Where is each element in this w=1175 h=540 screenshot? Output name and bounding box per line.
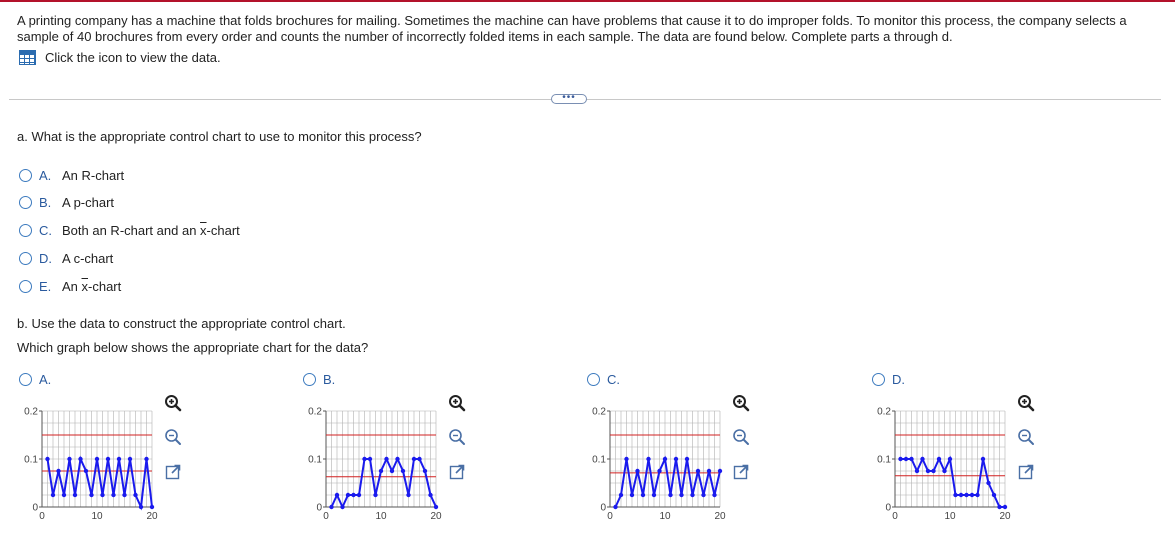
graph-option-a[interactable] [19,372,62,387]
option-text: A c-chart [62,251,114,266]
x-tick-label: 20 [999,511,1011,522]
option-letter: E. [39,279,52,294]
option-letter: A. [39,168,52,183]
data-point [84,469,88,473]
part-a-option-c[interactable] [19,223,240,238]
data-point [652,493,656,497]
x-tick-label: 20 [714,511,726,522]
data-point [100,493,104,497]
data-point [89,493,93,497]
problem-intro: A printing company has a machine that folds brochures for mailing. Sometimes the machine can have problems that cause it to do improper folds. To monitor this process, the company selects a sample of 40 brochures from every order and counts the number of incorrectly folded items in each sample. The data are found below. Complete parts a through d. [17,13,1127,44]
data-point [613,505,617,509]
zoom-out-icon[interactable] [163,427,183,447]
zoom-in-icon[interactable] [1016,393,1036,413]
radio-button[interactable] [19,280,32,293]
data-point [931,469,935,473]
data-point [953,493,957,497]
x-tick-label: 20 [430,511,442,522]
data-point [95,457,99,461]
radio-button[interactable] [19,196,32,209]
option-letter: C. [39,223,52,238]
option-letter: C. [607,372,620,387]
data-point [964,493,968,497]
data-point [904,457,908,461]
data-point [340,505,344,509]
data-point [428,493,432,497]
radio-button[interactable] [19,373,32,386]
popout-icon[interactable] [731,462,751,482]
data-point [696,469,700,473]
x-tick-label: 10 [91,511,103,522]
data-point [992,493,996,497]
option-text: An $\overline{x}$-chart [62,279,122,294]
y-tick-label: 0.2 [592,406,606,418]
data-point [412,457,416,461]
data-point [45,457,49,461]
data-point [357,493,361,497]
data-point [150,505,154,509]
option-text: Both an R-chart and an $\overline{x}$-chart [62,223,240,238]
y-tick-label: 0 [885,502,891,514]
data-point [942,469,946,473]
x-tick-label: 0 [607,511,613,522]
data-point [970,493,974,497]
y-tick-label: 0.1 [592,454,606,466]
data-point [926,469,930,473]
data-point [67,457,71,461]
y-tick-label: 0 [32,502,38,514]
data-point [434,505,438,509]
data-point [997,505,1001,509]
control-chart-a [20,403,180,523]
data-point [117,457,121,461]
part-b-subquestion: Which graph below shows the appropriate chart for the data? [17,340,369,355]
radio-button[interactable] [303,373,316,386]
data-point [915,469,919,473]
data-point [641,493,645,497]
x-tick-label: 0 [39,511,45,522]
x-tick-label: 20 [146,511,158,522]
x-tick-label: 10 [944,511,956,522]
option-letter: D. [39,251,52,266]
x-tick-label: 10 [375,511,387,522]
data-point [122,493,126,497]
data-point [920,457,924,461]
graph-option-c[interactable] [587,372,630,387]
view-data-label[interactable]: Click the icon to view the data. [45,50,221,65]
y-tick-label: 0.1 [308,454,322,466]
y-tick-label: 0.1 [877,454,891,466]
control-chart-c [588,403,748,523]
data-point [975,493,979,497]
data-point [679,493,683,497]
zoom-out-icon[interactable] [1016,427,1036,447]
zoom-in-icon[interactable] [731,393,751,413]
radio-button[interactable] [19,169,32,182]
data-point [635,469,639,473]
control-chart-d [873,403,1033,523]
data-point [986,481,990,485]
data-point [373,493,377,497]
data-point [423,469,427,473]
x-tick-label: 0 [323,511,329,522]
data-point [619,493,623,497]
data-point [351,493,355,497]
option-letter: B. [323,372,336,387]
data-point [128,457,132,461]
data-point [111,493,115,497]
data-point [937,457,941,461]
graph-option-d[interactable] [872,372,915,387]
data-point [73,493,77,497]
data-point [368,457,372,461]
part-b-question: b. Use the data to construct the appropriate control chart. [17,316,346,331]
radio-button[interactable] [19,252,32,265]
y-tick-label: 0.2 [308,406,322,418]
data-point [898,457,902,461]
option-letter: D. [892,372,905,387]
data-point [707,469,711,473]
data-point [417,457,421,461]
data-point [668,493,672,497]
zoom-out-icon[interactable] [731,427,751,447]
data-point [379,469,383,473]
data-point [106,457,110,461]
data-point [630,493,634,497]
data-point [62,493,66,497]
data-point [384,457,388,461]
data-point [718,469,722,473]
data-point [674,457,678,461]
part-a-option-b[interactable] [19,195,114,210]
data-point [1003,505,1007,509]
data-point [144,457,148,461]
y-tick-label: 0.1 [24,454,38,466]
part-a-option-a[interactable] [19,168,124,183]
data-point [51,493,55,497]
control-chart-b [304,403,464,523]
data-point [690,493,694,497]
more-button[interactable]: ••• [551,94,587,104]
part-a-option-e[interactable] [19,279,121,294]
radio-button[interactable] [872,373,885,386]
data-point [78,457,82,461]
x-tick-label: 0 [892,511,898,522]
zoom-in-icon[interactable] [163,393,183,413]
option-letter: B. [39,195,52,210]
x-tick-label: 10 [659,511,671,522]
option-letter: A. [39,372,52,387]
view-data-link[interactable] [19,50,221,65]
data-point [646,457,650,461]
data-point [959,493,963,497]
data-point [948,457,952,461]
y-tick-label: 0 [316,502,322,514]
part-a-option-d[interactable] [19,251,113,266]
radio-button[interactable] [19,224,32,237]
data-point [624,457,628,461]
data-point [133,493,137,497]
option-text: An R-chart [62,168,125,183]
data-point [909,457,913,461]
part-a-question: a. What is the appropriate control chart to use to monitor this process? [17,129,422,144]
y-tick-label: 0.2 [24,406,38,418]
option-text: A p-chart [62,195,115,210]
top-accent-line [0,0,1175,2]
data-point [712,493,716,497]
data-point [390,469,394,473]
zoom-out-icon[interactable] [447,427,467,447]
data-point [685,457,689,461]
popout-icon[interactable] [1016,462,1036,482]
data-point [335,493,339,497]
popout-icon[interactable] [163,462,183,482]
data-point [395,457,399,461]
data-point [362,457,366,461]
graph-option-b[interactable] [303,372,346,387]
data-point [401,469,405,473]
data-point [346,493,350,497]
data-point [139,505,143,509]
y-tick-label: 0.2 [877,406,891,418]
zoom-in-icon[interactable] [447,393,467,413]
popout-icon[interactable] [447,462,467,482]
data-point [663,457,667,461]
data-point [406,493,410,497]
data-table-icon[interactable] [19,50,36,65]
data-point [56,469,60,473]
data-point [329,505,333,509]
data-point [981,457,985,461]
data-point [701,493,705,497]
radio-button[interactable] [587,373,600,386]
y-tick-label: 0 [600,502,606,514]
data-point [657,469,661,473]
